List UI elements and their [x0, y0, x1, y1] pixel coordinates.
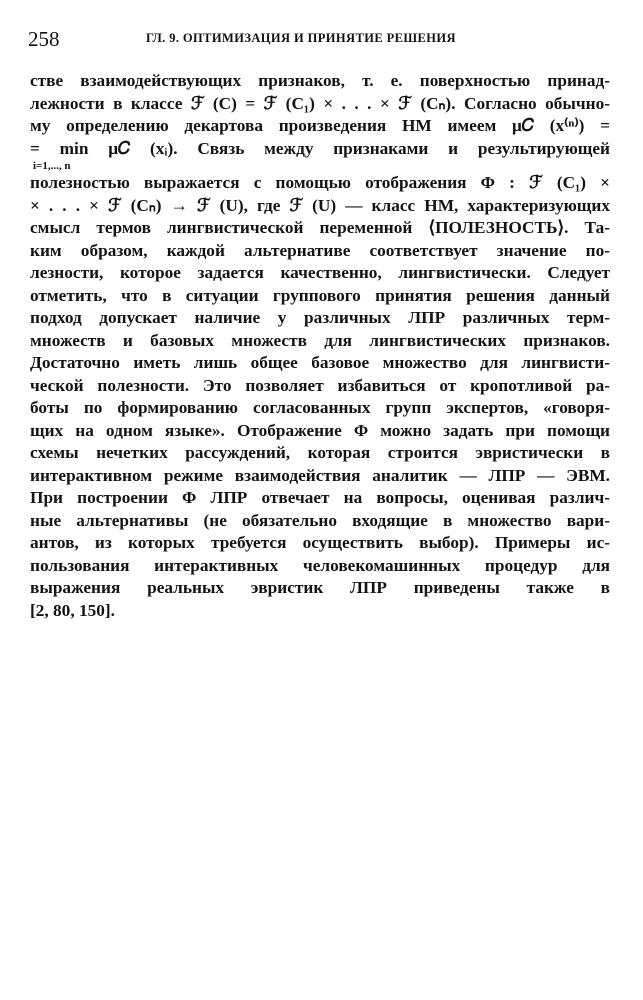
text-line: ные альтернативы (не обязательно входящие в множество вари-	[30, 510, 610, 530]
text-line: стве взаимодействующих признаков, т. е. поверхностью принад-	[30, 71, 610, 90]
min-subscript-line: i=1,..., n	[33, 160, 71, 172]
text-line: интерактивном режиме взаимодействия аналитик — ЛПР — ЭВМ.	[30, 465, 610, 485]
page-number: 258	[28, 27, 60, 51]
text-line: лезности, которое задается качественно, лингвистически. Следует	[30, 263, 610, 282]
text-line: подход допускает наличие у различных ЛПР различных терм-	[30, 308, 610, 327]
text-line: боты по формированию согласованных групп экспертов, «говоря-	[30, 398, 610, 417]
text-line: Достаточно иметь лишь общее базовое множество для лингвисти-	[30, 353, 610, 372]
text-line: отметить, что в ситуации группового принятия решения данный	[30, 285, 610, 305]
page-header	[28, 27, 618, 53]
text-line: выражения реальных эвристик ЛПР приведены также в	[30, 578, 610, 597]
text-line: ческой полезности. Это позволяет избавиться от кропотливой ра-	[30, 375, 610, 395]
text-line: му определению декартова произведения НМ имеем μ𝐶 (x⁽ⁿ⁾) =	[30, 116, 610, 135]
text-line: При построении Φ ЛПР отвечает на вопросы, оценивая различ-	[30, 488, 610, 507]
text-line: смысл термов лингвистической переменной ⟨ПОЛЕЗНОСТЬ⟩. Та-	[30, 218, 610, 237]
text-line: антов, из которых требуется осуществить выбор). Примеры ис-	[30, 533, 610, 552]
text-line: ким образом, каждой альтернативе соответствует значение по-	[30, 240, 610, 260]
text-line: пользования интерактивных человекомашинных процедур для	[30, 555, 610, 575]
text-line: [2, 80, 150].	[30, 600, 115, 620]
body-text	[30, 70, 610, 622]
text-line: щих на одном языке». Отображение Φ можно задать при помощи	[30, 420, 610, 440]
text-line: полезностью выражается с помощью отображения Φ : ℱ (C₁) ×	[30, 173, 610, 192]
text-line: × . . . × ℱ (Cₙ) → ℱ (U), где ℱ (U) — класс НМ, характеризующих	[30, 195, 610, 215]
text-line: лежности в классе ℱ (C) = ℱ (C₁) × . . . × ℱ (Cₙ). Согласно обычно-	[30, 93, 610, 113]
text-line: схемы нечетких рассуждений, которая строится эвристически в	[30, 443, 610, 462]
running-title: ГЛ. 9. ОПТИМИЗАЦИЯ И ПРИНЯТИЕ РЕШЕНИЯ	[146, 31, 456, 45]
text-line: множеств и базовых множеств для лингвистических признаков.	[30, 330, 610, 350]
text-line: = min μ𝐶 (xᵢ). Связь между признаками и результирующей	[30, 138, 610, 158]
